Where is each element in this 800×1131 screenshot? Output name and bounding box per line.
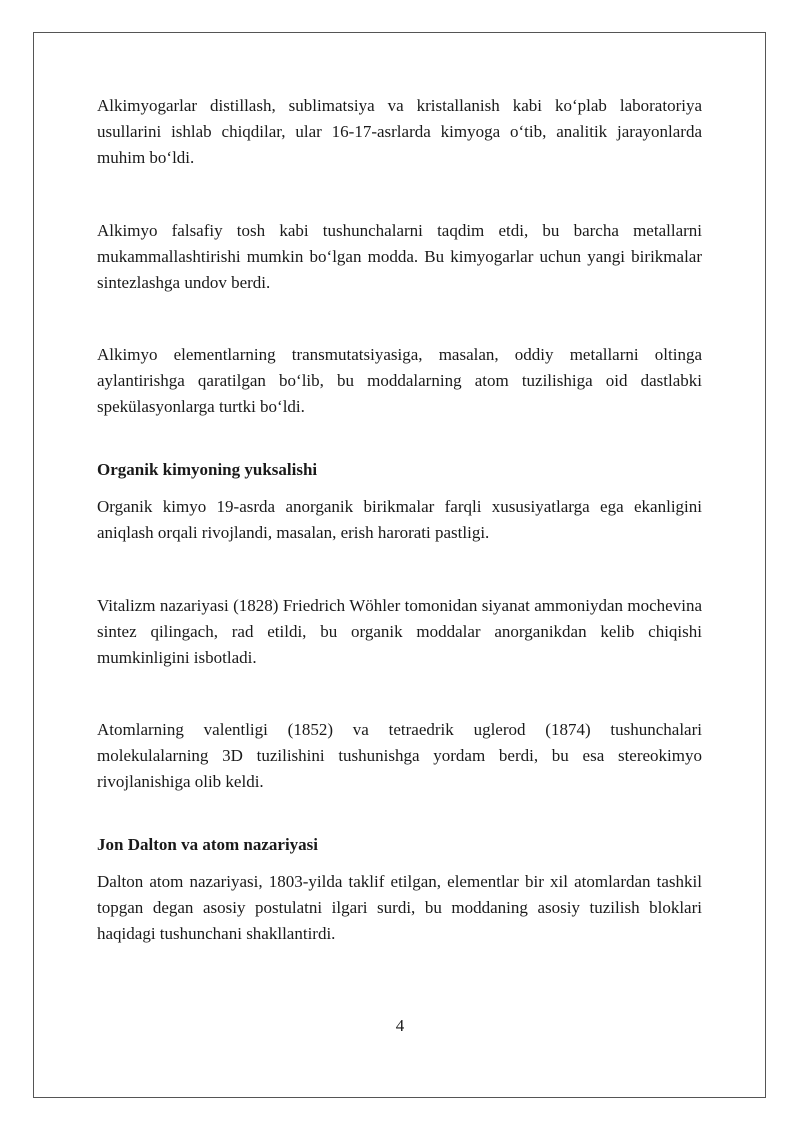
page-number: 4 bbox=[395, 1016, 405, 1035]
paragraph-philosophers-stone: Alkimyo falsafiy tosh kabi tushunchalarni taqdim etdi, bu barcha metallarni mukammallashtirishi mumkin bo‘lgan modda. Bu kimyogarlar uchun yangi birikmalar sintezlashga undov berdi. bbox=[97, 221, 702, 292]
paragraph-valence-stereochemistry: Atomlarning valentligi (1852) va tetraedrik uglerod (1874) tushunchalari molekulalarning 3D tuzilishini tushunishga yordam berdi, bu esa stereokimyo rivojlanishiga olib keldi. bbox=[97, 720, 702, 791]
paragraph-transmutation: Alkimyo elementlarning transmutatsiyasiga, masalan, oddiy metallarni oltinga aylantirishga qaratilgan bo‘lib, bu moddalarning atom tuzilishiga oid dastlabki spekülasyonlarga turtki bo‘ldi. bbox=[97, 345, 702, 416]
paragraph-dalton-atomic-theory: Dalton atom nazariyasi, 1803-yilda taklif etilgan, elementlar bir xil atomlardan tashkil topgan degan asosiy postulatni ilgari surdi, bu moddaning asosiy tuzilish bloklari haqidagi tushunchani shakllantirdi. bbox=[97, 872, 702, 943]
section-heading-organic-chemistry: Organik kimyoning yuksalishi bbox=[97, 460, 318, 479]
paragraph-vitalism: Vitalizm nazariyasi (1828) Friedrich Wöhler tomonidan siyanat ammoniydan mochevina sintez qilingach, rad etildi, bu organik moddalar anorganikdan kelib chiqishi mumkinligini isbotladi. bbox=[97, 596, 702, 667]
section-heading-dalton: Jon Dalton va atom nazariyasi bbox=[97, 835, 318, 854]
paragraph-organic-chemistry-rise: Organik kimyo 19-asrda anorganik birikmalar farqli xususiyatlarga ega ekanligini aniqlash orqali rivojlandi, masalan, erish harorati pastligi. bbox=[97, 497, 702, 542]
document-body bbox=[97, 93, 702, 947]
paragraph-alchemy-methods: Alkimyogarlar distillash, sublimatsiya va kristallanish kabi ko‘plab laboratoriya usullarini ishlab chiqdilar, ular 16-17-asrlarda kimyoga o‘tib, analitik jarayonlarda muhim bo‘ldi. bbox=[97, 96, 702, 167]
